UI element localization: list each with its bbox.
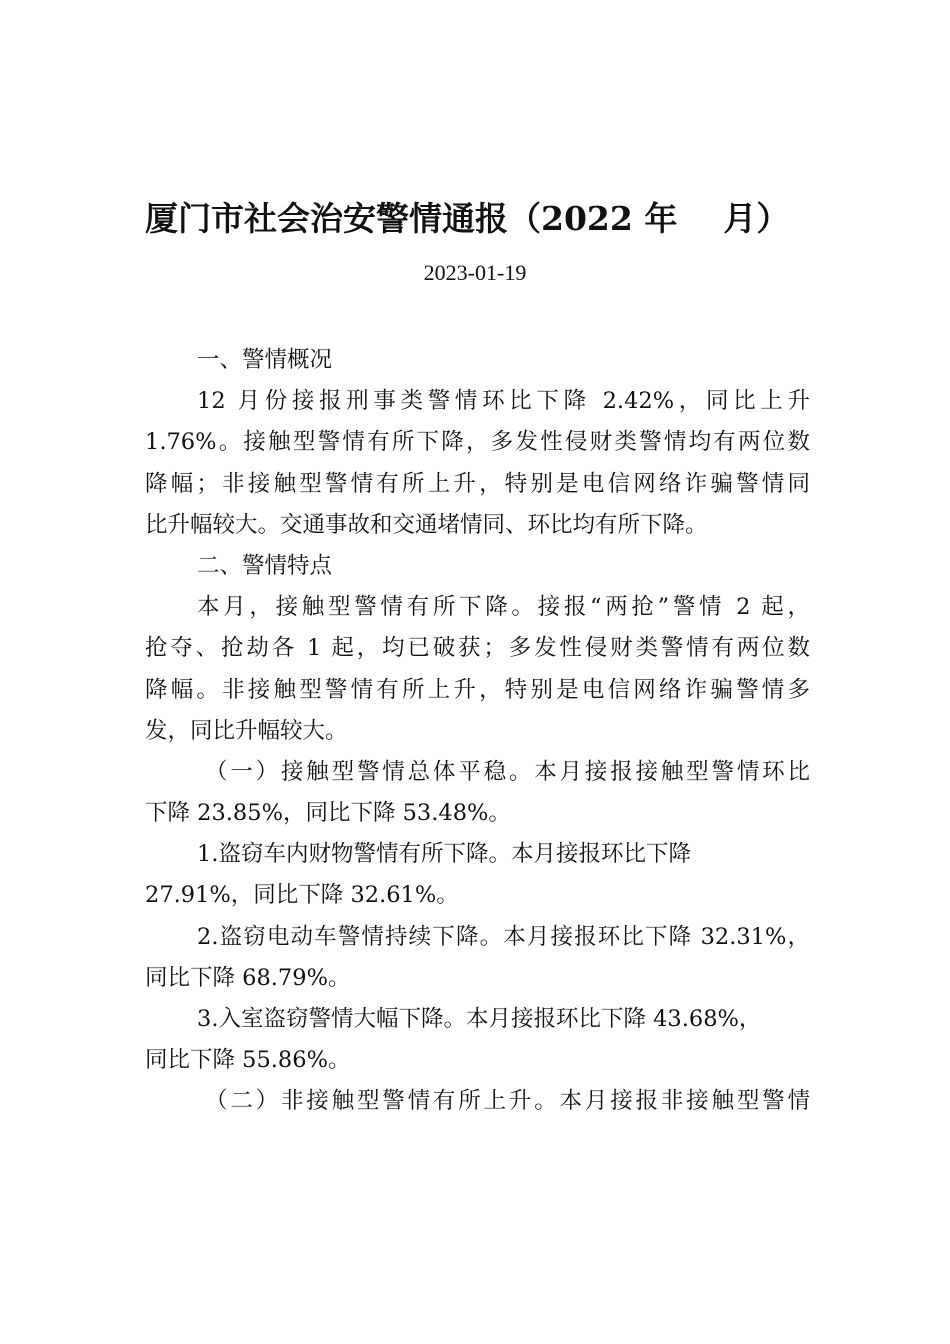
paragraph-line: 下降 23.85%，同比下降 53.48%。 [145,800,511,827]
paragraph-line: 同比下降 68.79%。 [145,964,351,991]
paragraph-line: 1.76%。接触型警情有所下降，多发性侵财类警情均有两位数 [145,429,810,456]
document-title [145,194,825,244]
item-heading: 3.入室盗窃警情大幅下降。本月接报环比下降 43.68%， [197,1006,762,1032]
paragraph-line: 本月，接触型警情有所下降。接报“两抢”警情 2 起， [197,594,810,621]
document-body [145,340,810,1123]
item-heading: 1.盗窃车内财物警情有所下降。本月接报环比下降 [197,841,691,868]
paragraph-line: 抢夺、抢劫各 1 起，均已破获；多发性侵财类警情有两位数 [145,635,810,662]
paragraph-line: 降幅；非接触型警情有所上升，特别是电信网络诈骗警情同 [145,470,810,497]
paragraph-line: 发，同比升幅较大。 [145,717,348,744]
title-main: 厦门市社会治安警情通报（2022 年 [145,199,678,238]
subsection-heading: （一）接触型警情总体平稳。本月接报接触型警情环比 [205,758,810,785]
paragraph-line: 同比下降 55.86%。 [145,1047,351,1074]
item-heading: 2.盗窃电动车警情持续下降。本月接报环比下降 32.31%， [197,923,810,950]
paragraph-line: 比升幅较大。交通事故和交通堵情同、环比均有所下降。 [145,511,708,538]
paragraph-line: 27.91%，同比下降 32.61%。 [145,882,459,909]
publish-date: 2023-01-19 [423,260,527,285]
subsection-heading: （二）非接触型警情有所上升。本月接报非接触型警情 [205,1088,810,1115]
section-heading: 一、警情概况 [197,347,333,373]
paragraph-line: 12 月份接报刑事类警情环比下降 2.42%，同比上升 [197,388,810,415]
title-month: 月） [723,199,790,238]
paragraph-line: 降幅。非接触型警情有所上升，特别是电信网络诈骗警情多 [145,676,810,703]
section-heading: 二、警情特点 [197,552,333,579]
